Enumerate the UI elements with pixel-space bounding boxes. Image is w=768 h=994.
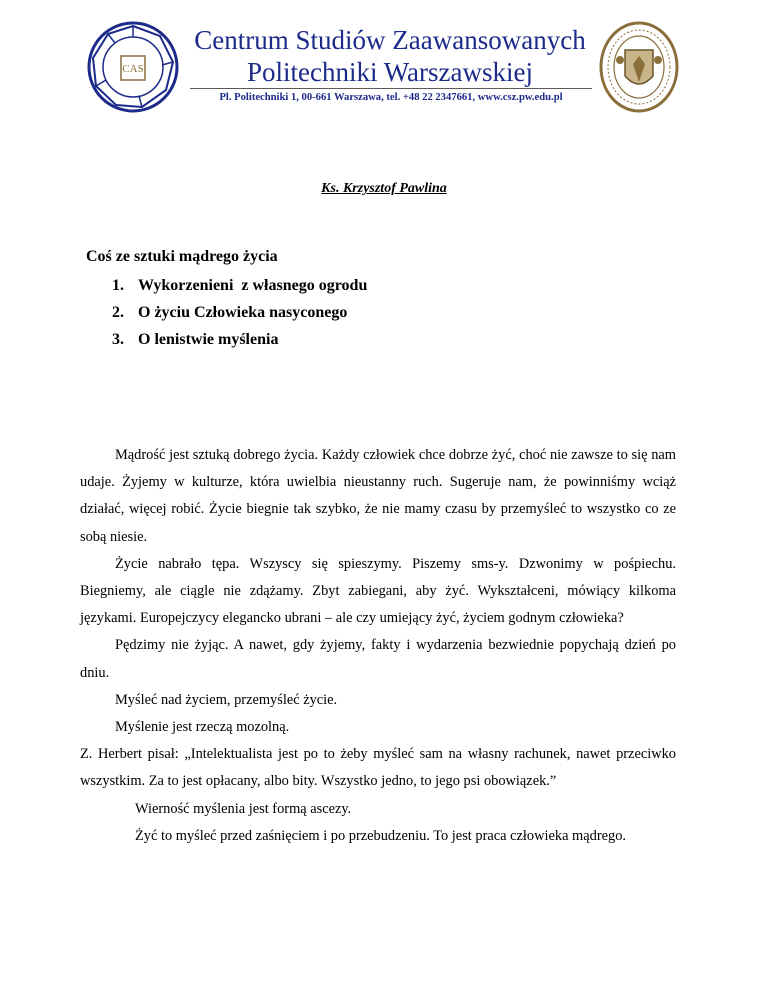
header-divider: [190, 88, 592, 89]
paragraph: Wierność myślenia jest formą ascezy.: [135, 800, 352, 817]
toc-label: O życiu Człowieka nasyconego: [138, 304, 348, 321]
toc-label: O lenistwie myślenia: [138, 331, 279, 348]
toc-label: Wykorzenieni z własnego ogrodu: [138, 277, 368, 294]
toc-number: 3.: [112, 331, 124, 348]
paragraph: Myślenie jest rzeczą mozolną.: [115, 719, 290, 736]
paragraph: Myśleć nad życiem, przemyśleć życie.: [115, 691, 338, 708]
paragraph: Mądrość jest sztuką dobrego życia. Każdy człowiek chce dobrze żyć, choć nie zawsze to się nam udaje. Żyjemy w kulturze, która uwielbia nieustanny ruch. Sugeruje nam, że powinniśmy wciąż działać, więcej robić. Życie biegnie tak szybko, że nie mamy czasu by przemyśleć to wszystko co ze sobą niesie.: [80, 447, 676, 545]
paragraph: Pędzimy nie żyjąc. A nawet, gdy żyjemy, fakty i wydarzenia bezwiednie popychają dzień po dniu.: [80, 637, 676, 681]
csz-logo-icon: [86, 20, 180, 114]
article-body: [80, 442, 676, 850]
paragraph: Życie nabrało tępa. Wszyscy się spieszymy. Piszemy sms-y. Dzwonimy w pośpiechu. Biegniemy, ale ciągle nie zdążamy. Zbyt zabiegani, aby żyć. Wykształceni, mówiący kilkoma językami. Europejczycy elegancko ubrani – ale czy umiejący żyć, życiem godnym człowieka?: [80, 555, 676, 627]
csz-logo-text: CAS: [122, 63, 144, 75]
institution-name: [190, 24, 590, 88]
toc-item: [112, 330, 367, 357]
institution-name-line1: Centrum Studiów Zaawansowanych: [194, 25, 586, 55]
table-of-contents: [112, 276, 367, 357]
institution-address: Pl. Politechniki 1, 00-661 Warszawa, tel. +48 22 2347661, www.csz.pw.edu.pl: [219, 92, 563, 103]
toc-number: 1.: [112, 277, 124, 294]
toc-item: [112, 303, 367, 330]
institution-name-line2: Politechniki Warszawskiej: [246, 57, 534, 87]
toc-number: 2.: [112, 304, 124, 321]
quote-paragraph: Z. Herbert pisał: „Intelektualista jest po to żeby myśleć sam na własny rachunek, nawet przeciwko wszystkim. Za to jest opłacany, albo bity. Wszystko jedno, to jego psi obowiązek.”: [80, 746, 676, 790]
paragraph: Żyć to myśleć przed zaśnięciem i po przebudzeniu. To jest praca człowieka mądrego.: [135, 827, 627, 844]
document-title: Coś ze sztuki mądrego życia: [86, 248, 278, 265]
author-name: Ks. Krzysztof Pawlina: [321, 181, 447, 196]
university-seal-icon: [598, 20, 680, 114]
toc-item: [112, 276, 367, 303]
